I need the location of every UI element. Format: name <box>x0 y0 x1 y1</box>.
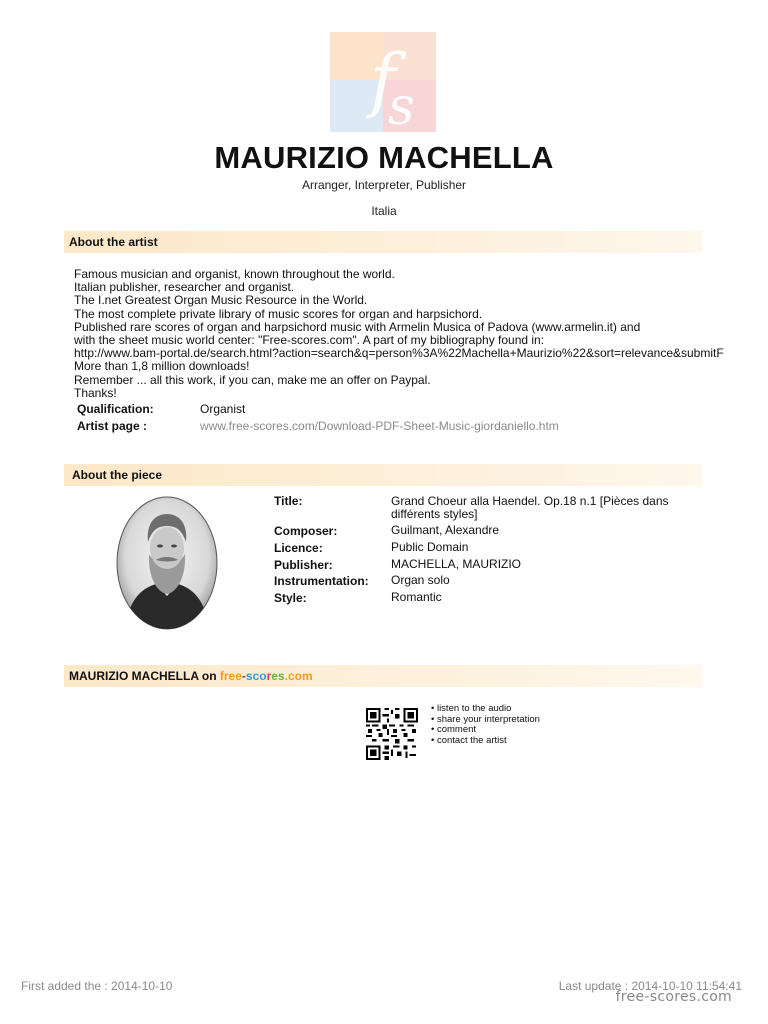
bio-line: Thanks! <box>74 385 117 400</box>
on-site-heading-prefix: MAURIZIO MACHELLA on <box>69 669 220 683</box>
site-actions-list <box>431 704 540 746</box>
qr-code-icon[interactable] <box>366 708 418 760</box>
bio-line: Remember ... all this work, if you can, make me an offer on Paypal. <box>74 372 431 387</box>
piece-instrumentation-value: Organ solo <box>391 573 450 587</box>
bio-line: Italian publisher, researcher and organist. <box>74 280 295 295</box>
bio-line: The I.net Greatest Organ Music Resource in the World. <box>74 293 368 308</box>
piece-title-value: Grand Choeur alla Haendel. Op.18 n.1 [Pièces dans différents styles] <box>391 494 669 521</box>
artist-bio <box>74 268 724 400</box>
brand-es: es <box>271 669 285 683</box>
about-artist-heading: About the artist <box>69 235 158 249</box>
brand-dash: - <box>241 669 246 683</box>
about-piece-header <box>64 464 702 486</box>
piece-publisher-label: Publisher: <box>274 558 333 572</box>
qualification-label: Qualification: <box>77 402 154 416</box>
brand-free: free <box>219 669 242 683</box>
artist-country: Italia <box>371 204 397 218</box>
bio-line: The most complete private library of music scores for organ and harpsichord. <box>74 306 483 321</box>
on-site-header <box>64 665 702 687</box>
bio-line: Famous musician and organist, known throughout the world. <box>74 267 395 281</box>
piece-instrumentation-label: Instrumentation: <box>274 574 369 588</box>
piece-style-label: Style: <box>274 591 307 605</box>
about-artist-header <box>64 231 702 253</box>
artist-roles: Arranger, Interpreter, Publisher <box>301 178 467 192</box>
bio-line: More than 1,8 million downloads! <box>74 359 250 374</box>
svg-text:s: s <box>388 77 415 132</box>
footer-brand: free-scores.com <box>615 989 732 1005</box>
free-scores-logo-icon <box>330 32 436 132</box>
bio-line: http://www.bam-portal.de/search.html?action=search&q=person%3A%22Machella+Maurizio%22&sort=relevance&submitF <box>74 346 724 361</box>
artist-name: MAURIZIO MACHELLA <box>214 140 554 175</box>
artist-page-link[interactable]: www.free-scores.com/Download-PDF-Sheet-Music-giordaniello.htm <box>200 419 559 433</box>
qualification-value: Organist <box>200 402 246 416</box>
piece-title-label: Title: <box>274 494 303 508</box>
action-contact-artist[interactable]: • contact the artist <box>431 734 507 746</box>
piece-composer-value: Guilmant, Alexandre <box>391 523 500 537</box>
brand-r: r <box>266 669 272 683</box>
about-piece-heading: About the piece <box>72 468 163 482</box>
piece-licence-label: Licence: <box>274 541 323 555</box>
piece-composer-label: Composer: <box>274 524 338 538</box>
action-share-interpretation[interactable]: • share your interpretation <box>431 713 540 725</box>
last-update-date: Last update : 2014-10-10 11:54:41 <box>558 979 742 993</box>
piece-licence-value: Public Domain <box>391 540 469 554</box>
piece-publisher-value: MACHELLA, MAURIZIO <box>391 557 522 571</box>
bio-line: with the sheet music world center: "Free-scores.com". A part of my bibliography found in: <box>74 332 545 347</box>
composer-portrait <box>116 496 218 630</box>
piece-style-value: Romantic <box>391 590 442 604</box>
brand-dotcom: .com <box>284 669 313 683</box>
brand-sco: sco <box>245 669 267 683</box>
action-listen-audio[interactable]: • listen to the audio <box>431 703 512 714</box>
artist-page-label: Artist page : <box>77 419 148 433</box>
bio-line: Published rare scores of organ and harpsichord music with Armelin Musica of Padova (www.armelin.it) and <box>74 319 641 334</box>
svg-text:f: f <box>370 39 396 121</box>
free-scores-brand-link[interactable] <box>220 669 313 683</box>
action-comment[interactable]: • comment <box>431 724 477 735</box>
first-added-date: First added the : 2014-10-10 <box>21 979 173 993</box>
